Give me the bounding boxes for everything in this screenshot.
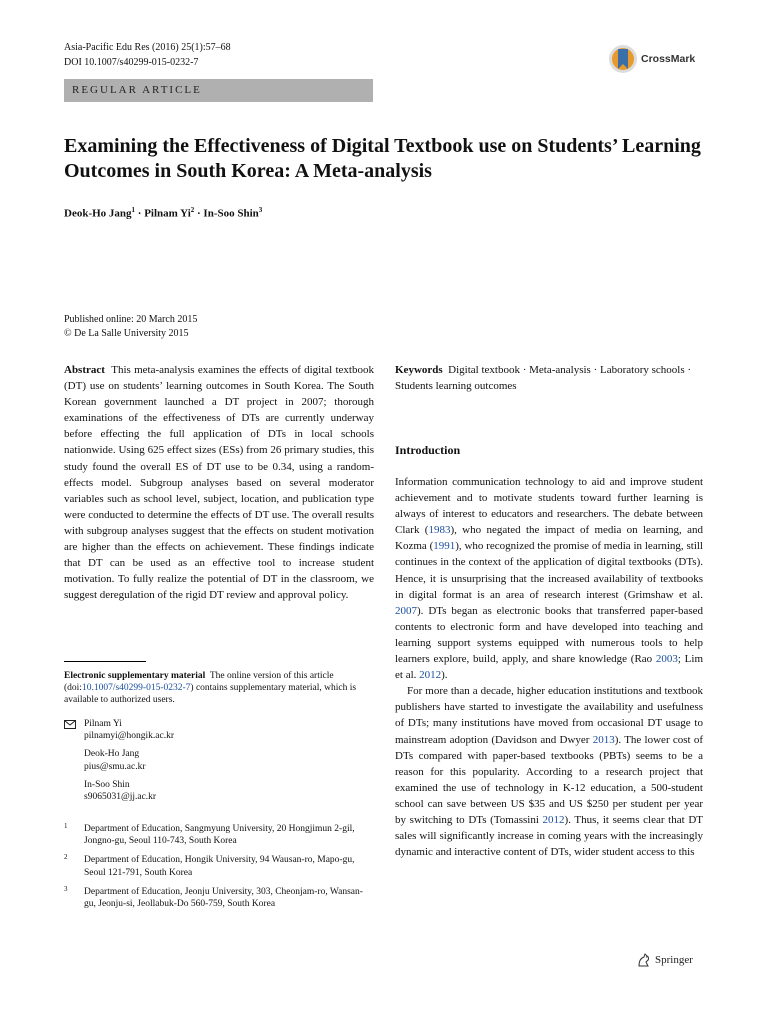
esm-doi-link[interactable]: 10.1007/s40299-015-0232-7 <box>81 683 191 693</box>
crossmark-badge[interactable] <box>608 39 695 79</box>
keywords-text: Digital textbook · Meta-analysis · Laboratory schools · Students learning outcomes <box>395 364 692 392</box>
springer-horse-icon <box>636 952 652 968</box>
citation-link[interactable]: 2003 <box>655 653 678 666</box>
introduction-body <box>395 474 703 860</box>
paragraph-text: ; Lim et al. <box>395 653 703 682</box>
contact-email[interactable]: s9065031@jj.ac.kr <box>84 792 157 803</box>
article-type-banner: REGULAR ARTICLE <box>64 79 373 102</box>
contact-entry <box>84 718 374 742</box>
contact-email[interactable]: pilnamyi@hongik.ac.kr <box>84 731 175 742</box>
paragraph-text: For more than a decade, higher education institutions and textbook publishers have started to investigate the availability and usefulness of DTs; many institutions have moved from occasional DT usage to mainstream adoption (Davidson and Dwyer <box>395 685 703 746</box>
author-name: Pilnam Yi <box>144 207 191 220</box>
publisher-logo <box>636 952 693 968</box>
author-separator: · <box>135 207 145 220</box>
contact-name: Pilnam Yi <box>84 719 122 729</box>
author-affiliation-mark: 1 <box>131 206 136 214</box>
divider <box>64 661 146 662</box>
paragraph-text: ). DTs began as electronic books that transferred paper-based contents to electronic form and have developed into teaching and learning support systems equipped with numerous tools to help learners explore, build, apply, and share knowledge (Rao <box>395 604 703 666</box>
affiliation-number: 1 <box>64 822 68 830</box>
contact-email[interactable]: pius@smu.ac.kr <box>84 761 146 772</box>
citation-link[interactable]: 2007 <box>395 604 417 617</box>
citation-link[interactable]: 2012 <box>419 669 442 682</box>
affiliation-text: Department of Education, Hongik University, 94 Wausan-ro, Mapo-gu, Seoul 121-791, South Korea <box>84 855 355 878</box>
crossmark-icon <box>608 40 638 78</box>
introduction-paragraph <box>395 683 703 860</box>
affiliation-number: 3 <box>64 884 68 893</box>
contact-entry <box>84 779 374 803</box>
affiliation-entry <box>64 886 374 910</box>
affiliation-text: Department of Education, Jeonju University, 303, Cheonjam-ro, Wansan-gu, Jeonju-si, Jeollabuk-Do 560-759, South Korea <box>84 886 363 910</box>
crossmark-label: CrossMark <box>641 53 696 65</box>
author-separator: · <box>194 207 204 220</box>
publisher-name: Springer <box>655 954 693 966</box>
paragraph-text: ). <box>441 669 448 682</box>
citation-link[interactable]: 1991 <box>433 540 456 553</box>
abstract-text: This meta-analysis examines the effects of digital textbook (DT) use on students’ learning outcomes in South Korea. The South Korean government launched a DT project in 2007; thorough examinations of the effectiveness of DTs are currently underway before effecting the full application of DTs in local schools nationwide. Using 625 effect sizes (ESs) from 26 primary studies, this study found the overall ES of DT use to be 0.34, using a random-effects model. Subgroup analyses based on several moderator variables such as school level, subject, location, and publication type were conducted to determine the effects of DT use. The overall results with subgroup analyses suggest that the effects on student motivation are higher than the effects on achievement. These findings indicate that DT can be used as an effective tool to increase student motivation. To fully realize the potential of DT in the classroom, we suggest deregulation of the rigid DT review and approval policy. <box>64 364 374 602</box>
paragraph-text: ). Thus, it seems clear that DT sales will significantly increase in coming years with the increasingly dynamic and interactive content of DTs, wider student access to this <box>395 813 704 859</box>
paragraph-text: ). The lower cost of DTs compared with paper-based textbooks (PBTs) seems to be a reason for this popularity. According to a research project that examined the use of technology in K-12 education, a 500-student school can save between US $35 and US $250 per student per year by switching to DTs (Tomassini <box>395 733 703 826</box>
journal-citation: Asia-Pacific Edu Res (2016) 25(1):57–68 <box>64 42 231 53</box>
author-affiliation-mark: 2 <box>190 206 195 214</box>
esm-text: ) contains supplementary material, which is available to authorized users. <box>64 683 357 705</box>
envelope-icon <box>64 720 76 729</box>
author-name: In-Soo Shin <box>203 207 259 220</box>
affiliation-list <box>64 823 374 917</box>
citation-link[interactable]: 2013 <box>592 733 615 746</box>
contact-name: Deok-Ho Jang <box>84 749 140 760</box>
abstract <box>64 362 374 603</box>
keywords <box>395 362 703 394</box>
article-title: Examining the Effectiveness of Digital Textbook use on Students’ Learning Outcomes in South Korea: A Meta-analysis <box>64 135 701 182</box>
contact-entry <box>84 748 374 772</box>
publication-info <box>64 313 197 341</box>
copyright-line: © De La Salle University 2015 <box>64 328 189 339</box>
affiliation-number: 2 <box>64 853 68 862</box>
affiliation-entry <box>64 823 374 847</box>
author-affiliation-mark: 3 <box>258 206 263 214</box>
citation-link[interactable]: 1983 <box>428 524 451 537</box>
paragraph-text: Information communication technology to aid and improve student achievement and to motivate students toward further learning is always of interest to educators and researchers. The debate between Clark ( <box>395 476 703 537</box>
contact-name: In-Soo Shin <box>84 779 130 790</box>
esm-text: The online version of this article (doi: <box>64 671 334 693</box>
section-heading-introduction: Introduction <box>395 443 461 457</box>
paragraph-text: ), who negated the impact of media on learning, and Kozma ( <box>395 524 703 553</box>
author-name: Deok-Ho Jang <box>64 207 132 220</box>
supplementary-material-note <box>64 670 374 706</box>
introduction-paragraph <box>395 474 703 683</box>
keywords-label: Keywords <box>395 364 443 376</box>
citation-link[interactable]: 2012 <box>542 813 565 826</box>
affiliation-text: Department of Education, Sangmyung University, 20 Hongjimun 2-gil, Jongno-gu, Seoul 110-743, South Korea <box>84 824 355 847</box>
abstract-label: Abstract <box>64 364 105 376</box>
paragraph-text: ), who recognized the promise of media in learning, still continues in the context of the application of digital textbooks (DTs). Hence, it is unsurprising that the increased availability of textbooks in digital format is an area of research interest (Grimshaw et al. <box>395 540 703 601</box>
author-list <box>64 206 262 220</box>
esm-label: Electronic supplementary material <box>64 671 206 681</box>
published-date: Published online: 20 March 2015 <box>64 314 198 325</box>
affiliation-entry <box>64 854 374 878</box>
doi-line: DOI 10.1007/s40299-015-0232-7 <box>64 57 199 68</box>
contact-list <box>64 718 374 809</box>
